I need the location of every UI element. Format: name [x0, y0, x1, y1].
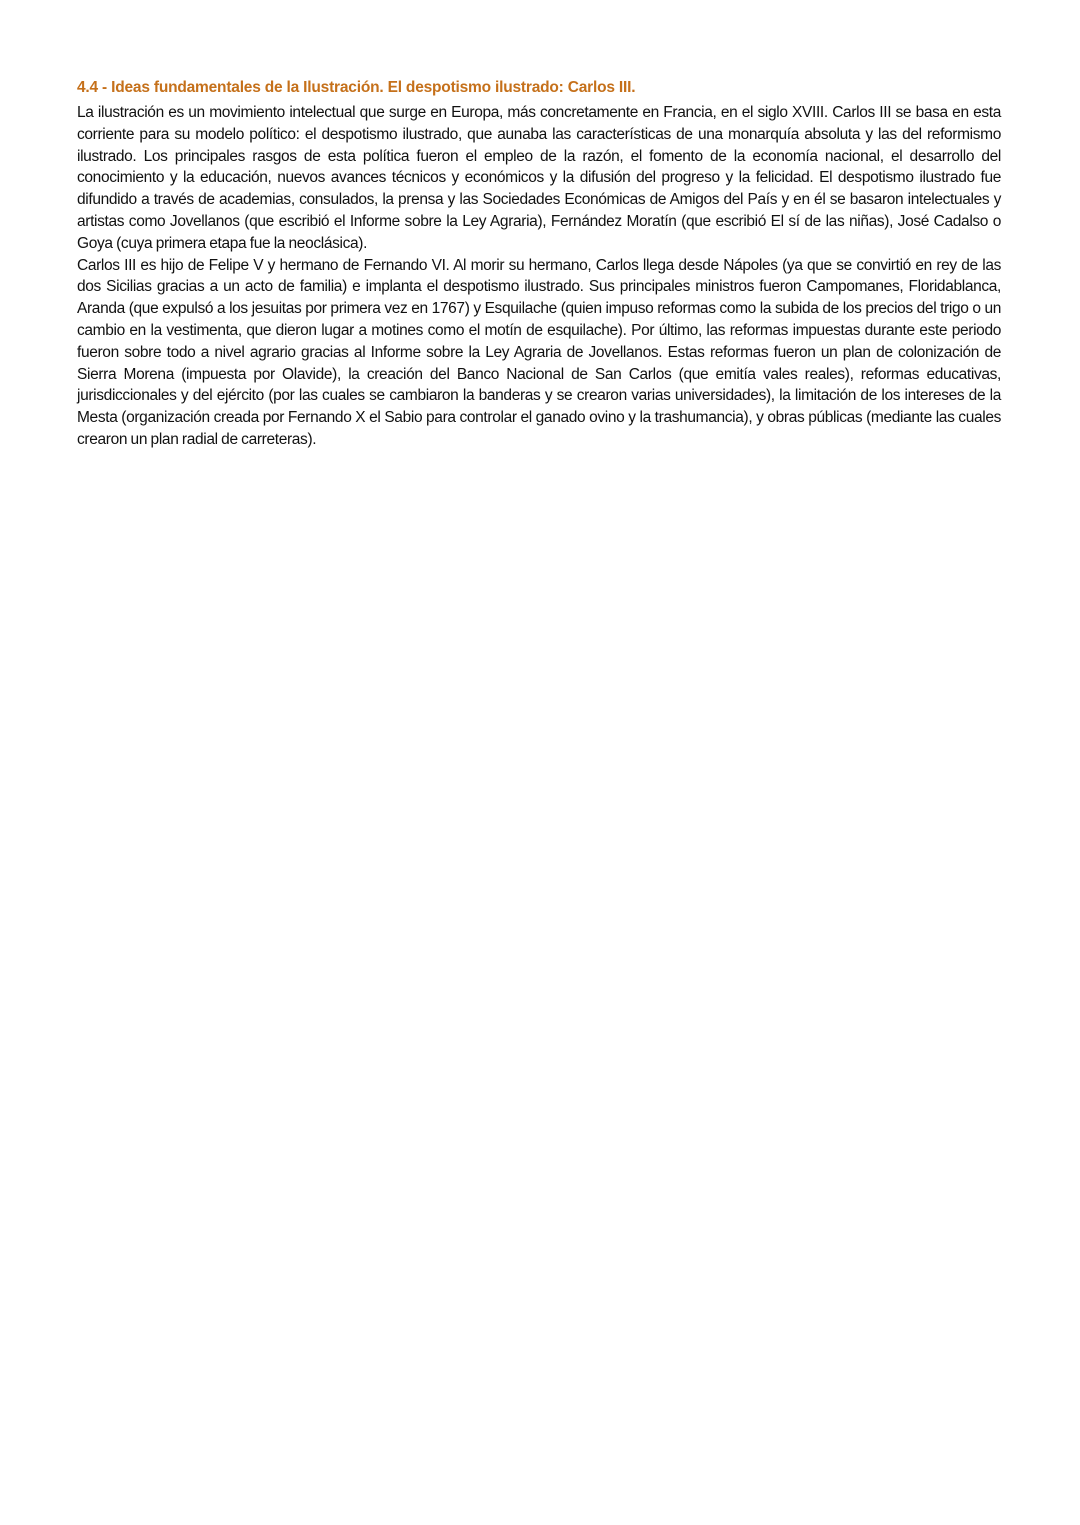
paragraph-carlos-iii: Carlos III es hijo de Felipe V y hermano de Fernando VI. Al morir su hermano, Carlos llega desde Nápoles (ya que se convirtió en rey de las dos Sicilias gracias a un acto de familia) e implanta el despotismo ilustrado. Sus principales ministros fueron Campomanes, Floridablanca, Aranda (que expulsó a los jesuitas por primera vez en 1767) y Esquilache (quien impuso reformas como la subida de los precios del trigo o un cambio en la vestimenta, que dieron lugar a motines como el motín de esquilache). Por último, las reformas impuestas durante este periodo fueron sobre todo a nivel agrario gracias al Informe sobre la Ley Agraria de Jovellanos. Estas reformas fueron un plan de colonización de Sierra Morena (impuesta por Olavide), la creación del Banco Nacional de San Carlos (que emitía vales reales), reformas educativas, jurisdiccionales y del ejército (por las cuales se cambiaron la banderas y se crearon varias universidades), la limitación de los intereses de la Mesta (organización creada por Fernando X el Sabio para controlar el ganado ovino y la trashumancia), y obras públicas (mediante las cuales crearon un plan radial de carreteras).	[77, 256, 1001, 448]
section-heading: 4.4 - Ideas fundamentales de la Ilustración. El despotismo ilustrado: Carlos III.	[77, 79, 636, 96]
paragraph-enlightenment: La ilustración es un movimiento intelectual que surge en Europa, más concretamente en Francia, en el siglo XVIII. Carlos III se basa en esta corriente para su modelo político: el despotismo ilustrado, que aunaba las características de una monarquía absoluta y las del reformismo ilustrado. Los principales rasgos de esta política fueron el empleo de la razón, el fomento de la economía nacional, el desarrollo del conocimiento y la educación, nuevos avances técnicos y económicos y la difusión del progreso y la felicidad. El despotismo ilustrado fue difundido a través de academias, consulados, la prensa y las Sociedades Económicas de Amigos del País y en él se basaron intelectuales y artistas como Jovellanos (que escribió el Informe sobre la Ley Agraria), Fernández Moratín (que escribió El sí de las niñas), José Cadalso o Goya (cuya primera etapa fue la neoclásica).	[77, 104, 1001, 252]
document-page	[77, 78, 1001, 451]
